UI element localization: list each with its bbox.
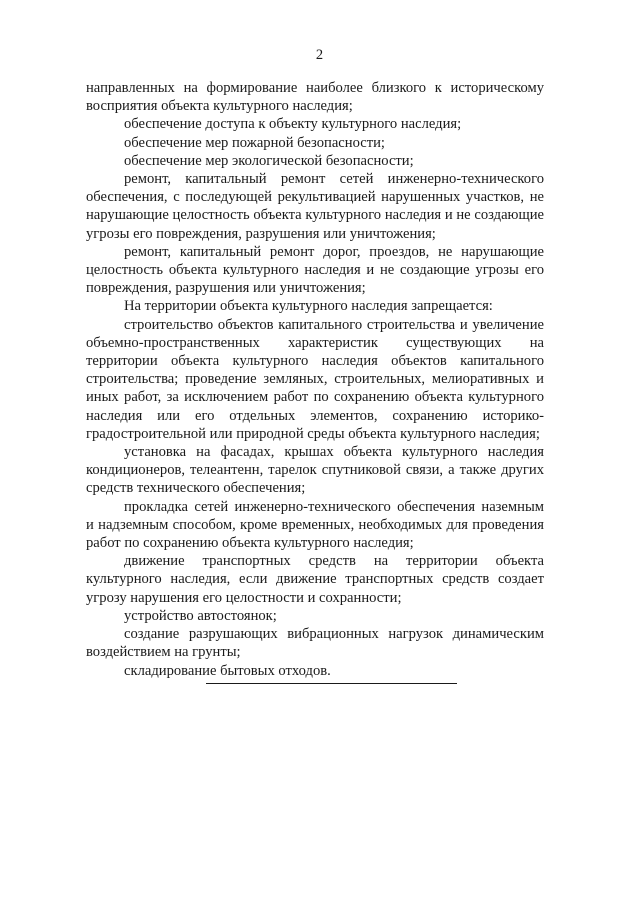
page-number: 2 (315, 47, 324, 63)
list-item-roads-repair: ремонт, капитальный ремонт дорог, проездов, не нарушающие целостность объекта культурного наследия и не создающие угрозы его повреждения, разрушения или уничтожения; (86, 243, 544, 297)
list-item-waste-storage: складирование бытовых отходов. (124, 662, 331, 679)
list-item-network-laying: прокладка сетей инженерно-технического обеспечения наземным и надземным способом, кроме временных, необходимых для проведения работ по сохранению объекта культурного наследия; (86, 498, 544, 552)
list-item-construction: строительство объектов капитального строительства и увеличение объемно-пространственных характеристик существующих на территории объекта культурного наследия объектов капитального строительства; проведение земляных, строительных, мелиоративных и иных работ, за исключением работ по сохранению объекта культурного наследия или его отдельных элементов, сохранению историко-градостроительной или природной среды объекта культурного наследия; (86, 316, 544, 442)
document-body (86, 79, 544, 680)
paragraph-continuation: направленных на формирование наиболее близкого к историческому восприятия объекта культурного наследия; (86, 80, 544, 115)
end-divider-line (206, 683, 457, 684)
list-item-ecological-safety: обеспечение мер экологической безопасности; (124, 152, 414, 169)
list-item-vibration-loads: создание разрушающих вибрационных нагрузок динамическим воздействием на грунты; (86, 626, 544, 661)
list-item-utility-networks-repair: ремонт, капитальный ремонт сетей инженерно-технического обеспечения, с последующей рекультивацией нарушенных участков, не нарушающие целостность объекта культурного наследия и не создающие угрозы его повреждения, разрушения или уничтожения; (86, 171, 544, 242)
list-item-vehicle-traffic: движение транспортных средств на территории объекта культурного наследия, если движение транспортных средств создает угрозу нарушения его целостности и сохранности; (86, 553, 544, 606)
prohibited-heading: На территории объекта культурного наследия запрещается: (124, 298, 493, 315)
list-item-parking: устройство автостоянок; (124, 607, 277, 624)
list-item-facade-equipment: установка на фасадах, крышах объекта культурного наследия кондиционеров, телеантенн, тарелок спутниковой связи, а также других средств технического обеспечения; (86, 444, 544, 497)
list-item-access: обеспечение доступа к объекту культурного наследия; (124, 116, 462, 133)
list-item-fire-safety: обеспечение мер пожарной безопасности; (124, 134, 385, 151)
